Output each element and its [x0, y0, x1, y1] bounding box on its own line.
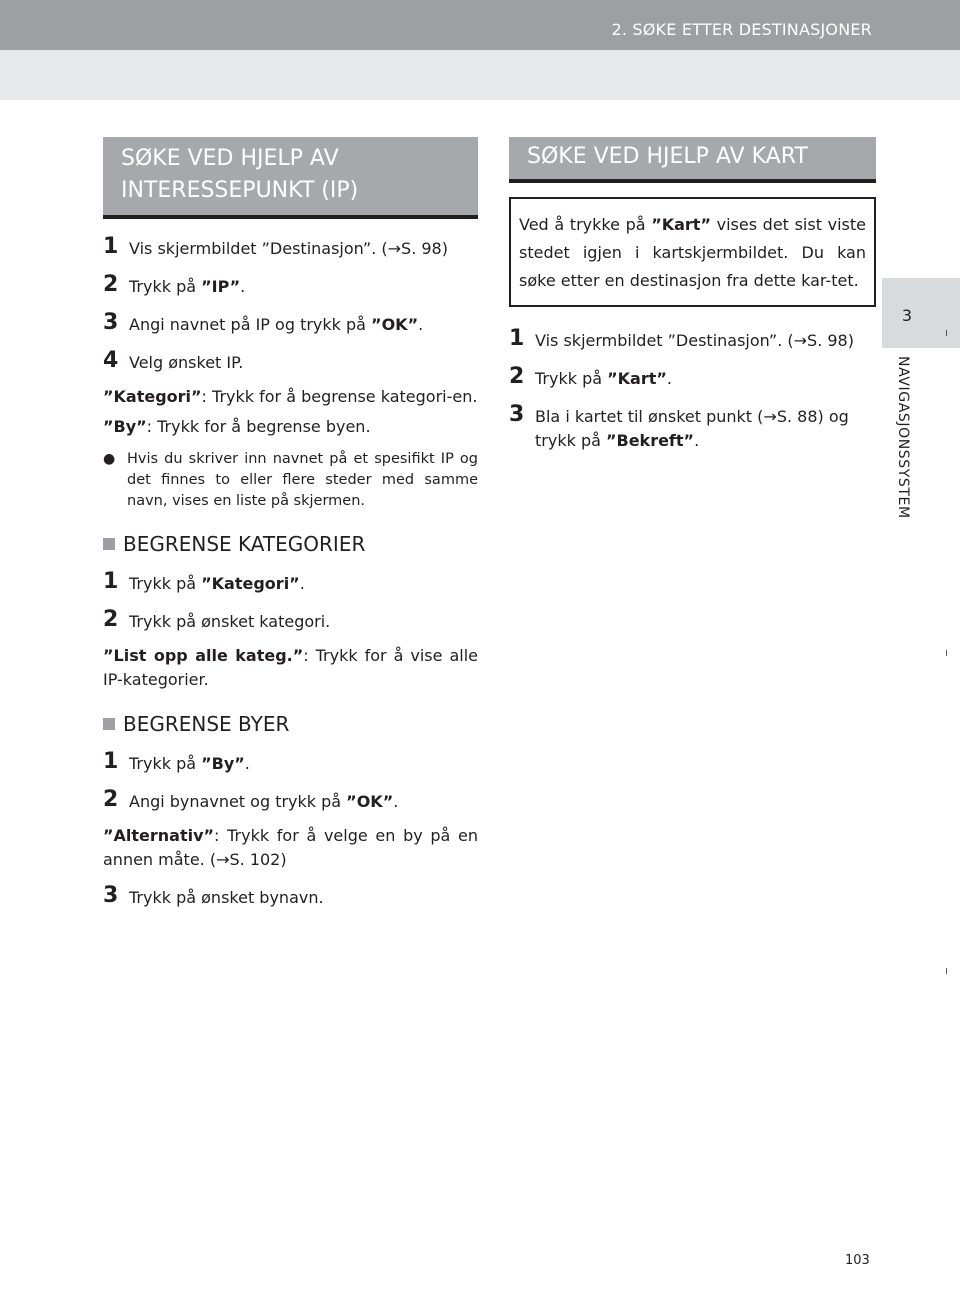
step-item: 1 Vis skjermbildet ”Destinasjon”. (→S. 98): [103, 234, 448, 259]
step-item: 2 Trykk på ”Kart”.: [509, 364, 672, 389]
step-item: 3 Trykk på ønsket bynavn.: [103, 883, 324, 908]
step-item: 4 Velg ønsket IP.: [103, 348, 244, 373]
crop-mark: [946, 330, 947, 336]
section-heading-ip: SØKE VED HJELP AV INTERESSEPUNKT (IP): [103, 137, 478, 219]
section-heading-kart: SØKE VED HJELP AV KART: [509, 137, 876, 183]
square-bullet-icon: [103, 538, 115, 550]
description-kategori: ”Kategori”: Trykk for å begrense kategori-en.: [103, 387, 478, 406]
crop-mark: [946, 968, 947, 974]
description-by: ”By”: Trykk for å begrense byen.: [103, 417, 371, 436]
note-bullet: ● Hvis du skriver inn navnet på et spesifikt IP og det finnes to eller flere steder med samme navn, vises en liste på skjermen.: [103, 449, 478, 512]
crop-mark: [946, 650, 947, 656]
info-box: Ved å trykke på ”Kart” vises det sist viste stedet igjen i kartskjermbildet. Du kan søke etter en destinasjon fra dette kar-tet.: [509, 197, 876, 307]
step-item: 3 Bla i kartet til ønsket punkt (→S. 88) og trykk på ”Bekreft”.: [509, 402, 849, 450]
description-alternativ: ”Alternativ”: Trykk for å velge en by på en annen måte. (→S. 102): [103, 826, 478, 869]
chapter-title: 2. SØKE ETTER DESTINASJONER: [611, 20, 872, 39]
page-number: 103: [845, 1253, 870, 1268]
description-list-all: ”List opp alle kateg.”: Trykk for å vise alle IP-kategorier.: [103, 646, 478, 689]
square-bullet-icon: [103, 718, 115, 730]
step-item: 2 Trykk på ønsket kategori.: [103, 607, 331, 632]
chapter-tab-number: 3: [901, 306, 913, 325]
step-item: 1 Vis skjermbildet ”Destinasjon”. (→S. 98): [509, 326, 854, 351]
step-item: 2 Angi bynavnet og trykk på ”OK”.: [103, 787, 399, 812]
header-bar: [0, 0, 960, 50]
right-column: [509, 137, 876, 453]
chapter-side-label: NAVIGASJONSSYSTEM: [895, 356, 911, 519]
step-item: 1 Trykk på ”By”.: [103, 749, 250, 774]
subheading-kategorier: BEGRENSE KATEGORIER: [103, 530, 478, 558]
step-item: 1 Trykk på ”Kategori”.: [103, 569, 305, 594]
left-column: [103, 137, 478, 910]
chapter-tab: [882, 278, 960, 348]
subheading-byer: BEGRENSE BYER: [103, 710, 478, 738]
step-item: 2 Trykk på ”IP”.: [103, 272, 246, 297]
step-item: 3 Angi navnet på IP og trykk på ”OK”.: [103, 310, 424, 335]
header-subbar: [0, 50, 960, 100]
bullet-icon: ●: [103, 451, 116, 467]
